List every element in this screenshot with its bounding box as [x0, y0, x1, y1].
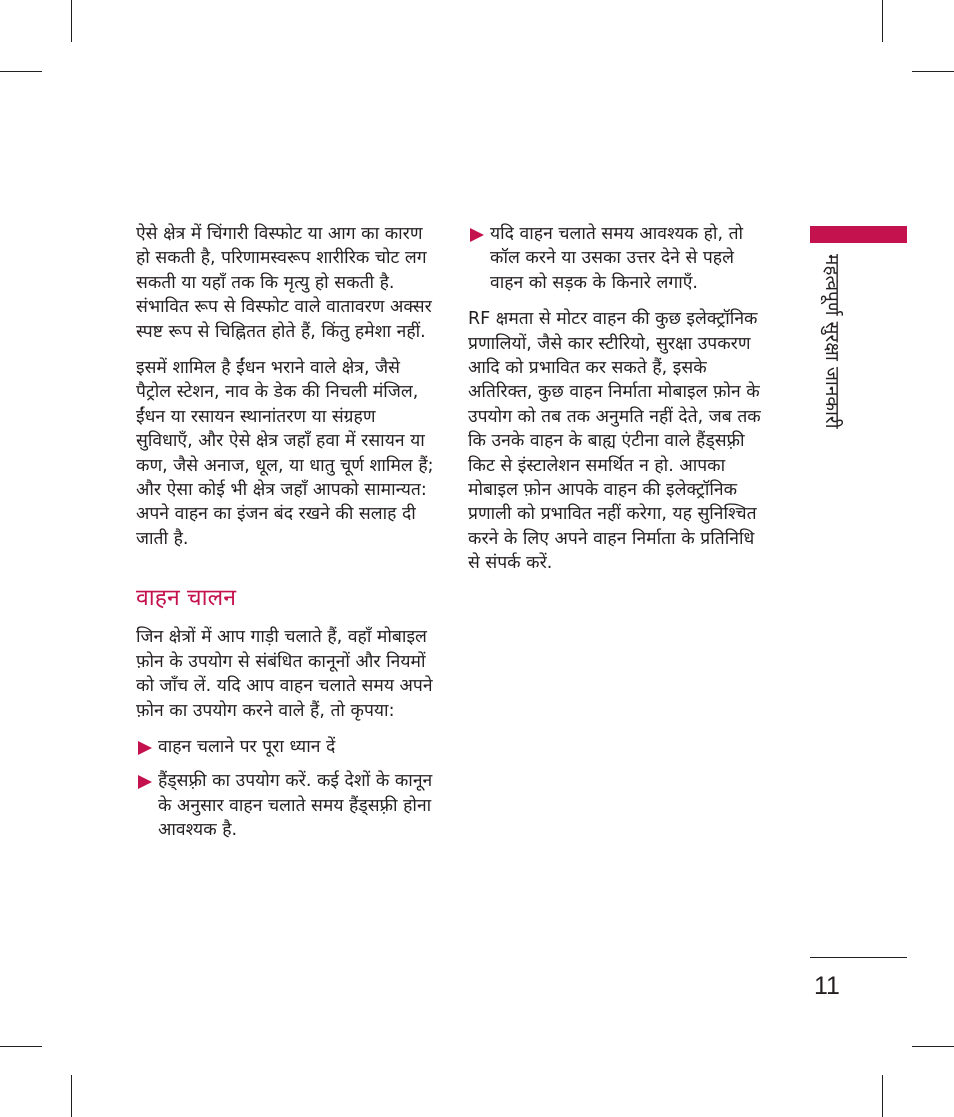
paragraph: RF क्षमता से मोटर वाहन की कुछ इलेक्ट्रॉनिक प्रणालियों, जैसे कार स्टीरियो, सुरक्षा उपकरण आदि को प्रभावित कर सकते हैं, इसके अतिरिक्त, कुछ वाहन निर्माता मोबाइल फ़ोन के उपयोग को तब तक अनुमति नहीं देते, जब तक कि उनके वाहन के बाह्य एंटीना वाले हैंड्सफ़्री किट से इंस्टालेशन समर्थित न हो. आपका मोबाइल फ़ोन आपके वाहन की इलेक्ट्रॉनिक प्रणाली को प्रभावित नहीं करेगा, यह सुनिश्चित करने के लिए अपने वाहन निर्माता के प्रतिनिधि से संपर्क करें.	[468, 309, 761, 574]
paragraph: ऐसे क्षेत्र में चिंगारी विस्फोट या आग का कारण हो सकती है, परिणामस्वरूप शारीरिक चोट लग सकती या यहाँ तक कि मृत्यु हो सकती है. संभावित रूप से विस्फोट वाले वातावरण अक्सर स्पष्ट रूप से चिह्नितत होते हैं, किंतु हमेशा नहीं.	[136, 224, 432, 342]
triangle-bullet-icon	[138, 741, 152, 755]
list-item	[136, 769, 436, 842]
crop-mark	[912, 1046, 954, 1047]
bullet-list	[136, 735, 436, 843]
side-tab-label: महत्वपूर्ण सुरक्षा जानकारी	[821, 254, 843, 429]
list-item-text: वाहन चलाने पर पूरा ध्यान दें	[158, 736, 336, 757]
section-heading: वाहन चालन	[136, 585, 236, 612]
triangle-bullet-icon	[138, 775, 152, 789]
list-item	[468, 222, 768, 295]
crop-mark	[0, 71, 42, 72]
left-column	[136, 222, 436, 855]
list-item-text: हैंड्सफ़्री का उपयोग करें. कई देशों के कानून के अनुसार वाहन चलाते समय हैंड्सफ़्री होना आवश्यक है.	[158, 771, 433, 841]
section-intro: जिन क्षेत्रों में आप गाड़ी चलाते हैं, वहाँ मोबाइल फ़ोन के उपयोग से संबंधित कानूनों और नियमों को जाँच लें. यदि आप वाहन चलाते समय अपने फ़ोन का उपयोग करने वाले हैं, तो कृपया:	[136, 627, 433, 721]
list-item-text: यदि वाहन चलाते समय आवश्यक हो, तो कॉल करने या उसका उत्तर देने से पहले वाहन को सड़क के किनारे लगाएँ.	[490, 224, 744, 293]
right-column	[468, 222, 768, 588]
list-item	[136, 735, 436, 759]
crop-mark	[882, 0, 883, 42]
crop-mark	[912, 71, 954, 72]
paragraph: इसमें शामिल है ईंधन भराने वाले क्षेत्र, जैसे पैट्रोल स्टेशन, नाव के डेक की निचली मंजिल, ईंधन या रसायन स्थानांतरण या संग्रहण सुविधाएँ, और ऐसे क्षेत्र जहाँ हवा में रसायन या कण, जैसे अनाज, धूल, या धातु चूर्ण शामिल हैं; और ऐसा कोई भी क्षेत्र जहाँ आपको सामान्यत: अपने वाहन का इंजन बंद रखने की सलाह दी जाती है.	[136, 358, 434, 549]
crop-mark	[71, 1075, 72, 1117]
triangle-bullet-icon	[470, 228, 484, 242]
crop-mark	[0, 1046, 42, 1047]
bullet-list	[468, 222, 768, 295]
footer-rule	[810, 957, 907, 958]
crop-mark	[71, 0, 72, 42]
page-number: 11	[814, 972, 840, 1000]
crop-mark	[882, 1075, 883, 1117]
side-tab-bar	[810, 226, 907, 243]
